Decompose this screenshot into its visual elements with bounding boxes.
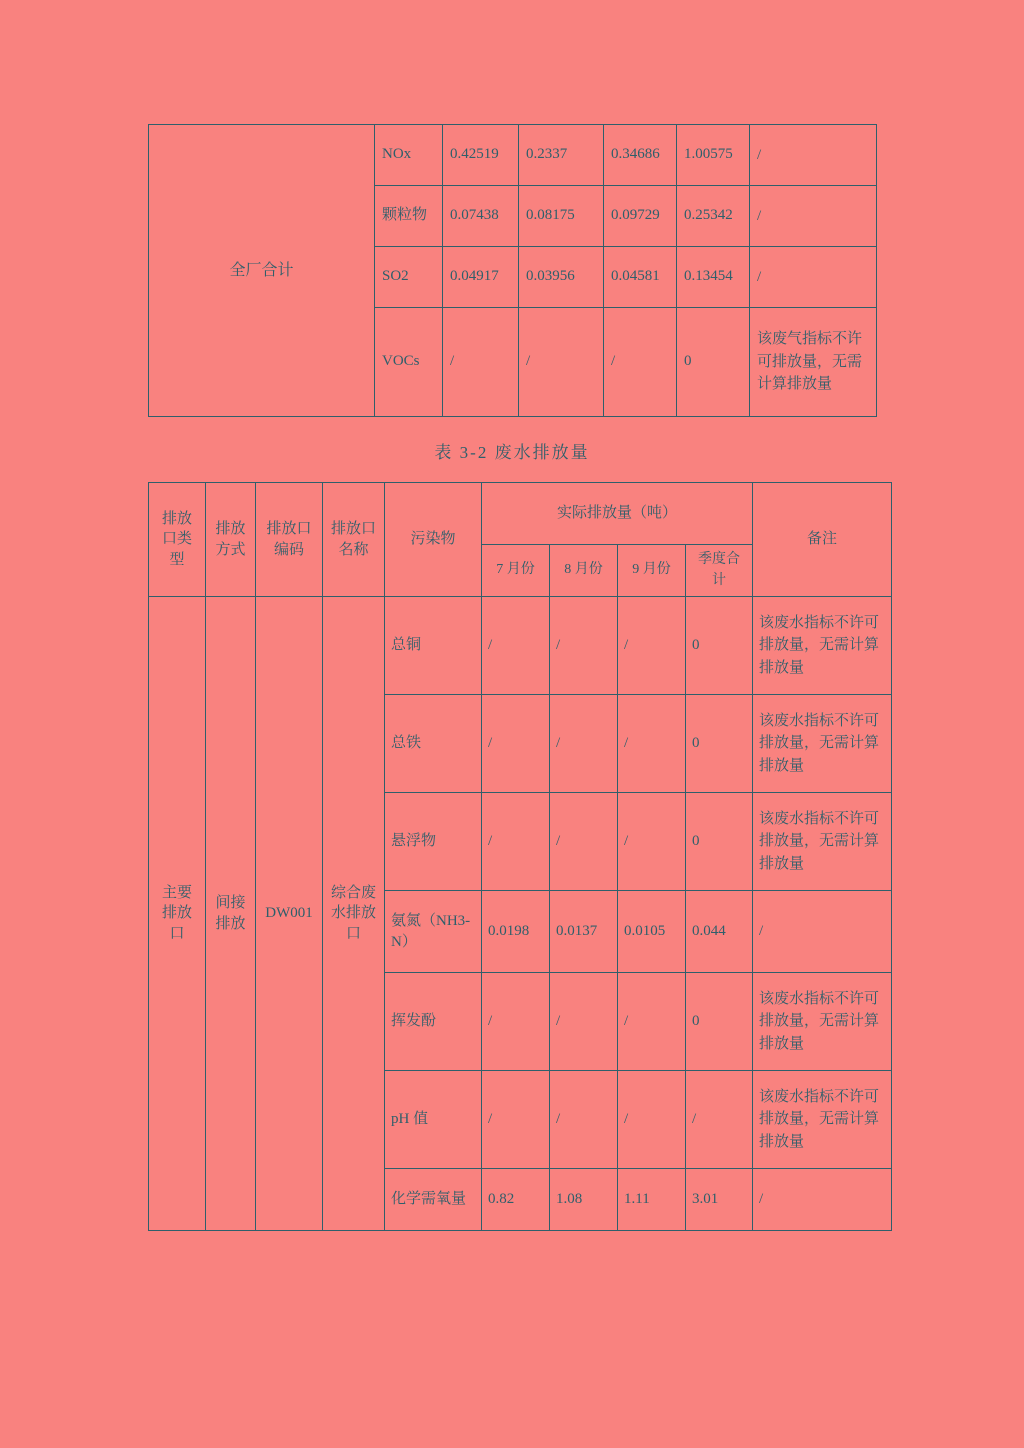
remark-value: / bbox=[750, 247, 877, 308]
month7-value: / bbox=[482, 695, 550, 793]
remark-value: 该废水指标不许可排放量，无需计算排放量 bbox=[753, 973, 892, 1071]
month8-value: / bbox=[550, 597, 618, 695]
pollutant-name: 总铁 bbox=[385, 695, 482, 793]
air-emission-table bbox=[148, 124, 877, 417]
month8-value: 0.08175 bbox=[519, 186, 604, 247]
month8-value: / bbox=[550, 973, 618, 1071]
quarter-value: 1.00575 bbox=[677, 125, 750, 186]
quarter-value: 0 bbox=[686, 973, 753, 1071]
remark-value: / bbox=[753, 1169, 892, 1231]
quarter-value: 0 bbox=[686, 793, 753, 891]
remark-value: 该废水指标不许可排放量，无需计算排放量 bbox=[753, 793, 892, 891]
outlet-code-value: DW001 bbox=[256, 597, 323, 1231]
pollutant-name: 颗粒物 bbox=[375, 186, 443, 247]
header-remark: 备注 bbox=[753, 483, 892, 597]
pollutant-name: NOx bbox=[375, 125, 443, 186]
month9-value: / bbox=[618, 597, 686, 695]
table-header-row bbox=[149, 483, 892, 545]
month8-value: 0.0137 bbox=[550, 891, 618, 973]
header-outlet-type: 排放口类型 bbox=[149, 483, 206, 597]
month7-value: / bbox=[443, 308, 519, 417]
month7-value: / bbox=[482, 1071, 550, 1169]
table-caption: 表 3-2 废水排放量 bbox=[434, 443, 590, 462]
header-month9: 9 月份 bbox=[618, 545, 686, 597]
month9-value: 0.04581 bbox=[604, 247, 677, 308]
month7-value: 0.07438 bbox=[443, 186, 519, 247]
pollutant-name: 挥发酚 bbox=[385, 973, 482, 1071]
header-outlet-name: 排放口名称 bbox=[323, 483, 385, 597]
month8-value: 0.03956 bbox=[519, 247, 604, 308]
month9-value: 1.11 bbox=[618, 1169, 686, 1231]
month9-value: / bbox=[604, 308, 677, 417]
remark-value: / bbox=[750, 186, 877, 247]
remark-value: / bbox=[753, 891, 892, 973]
quarter-value: 0 bbox=[677, 308, 750, 417]
discharge-mode-value: 间接排放 bbox=[206, 597, 256, 1231]
pollutant-name: VOCs bbox=[375, 308, 443, 417]
month7-value: / bbox=[482, 793, 550, 891]
pollutant-name: 总铜 bbox=[385, 597, 482, 695]
month8-value: / bbox=[550, 1071, 618, 1169]
wastewater-table bbox=[148, 482, 892, 1231]
quarter-value: 0.25342 bbox=[677, 186, 750, 247]
month9-value: / bbox=[618, 793, 686, 891]
table-row bbox=[149, 597, 892, 695]
pollutant-name: 氨氮（NH3-N） bbox=[385, 891, 482, 973]
outlet-name-value: 综合废水排放口 bbox=[323, 597, 385, 1231]
header-outlet-code: 排放口编码 bbox=[256, 483, 323, 597]
month9-value: / bbox=[618, 973, 686, 1071]
quarter-value: 0 bbox=[686, 597, 753, 695]
pollutant-name: 悬浮物 bbox=[385, 793, 482, 891]
quarter-value: 3.01 bbox=[686, 1169, 753, 1231]
month9-value: 0.0105 bbox=[618, 891, 686, 973]
header-actual-discharge: 实际排放量（吨） bbox=[482, 483, 753, 545]
month7-value: 0.82 bbox=[482, 1169, 550, 1231]
month7-value: 0.0198 bbox=[482, 891, 550, 973]
remark-value: 该废水指标不许可排放量，无需计算排放量 bbox=[753, 597, 892, 695]
header-discharge-mode: 排放方式 bbox=[206, 483, 256, 597]
month8-value: / bbox=[519, 308, 604, 417]
month8-value: / bbox=[550, 695, 618, 793]
quarter-value: 0.044 bbox=[686, 891, 753, 973]
quarter-value: 0 bbox=[686, 695, 753, 793]
month9-value: / bbox=[618, 1071, 686, 1169]
header-month8: 8 月份 bbox=[550, 545, 618, 597]
outlet-type-value: 主要排放口 bbox=[149, 597, 206, 1231]
month9-value: / bbox=[618, 695, 686, 793]
month7-value: 0.42519 bbox=[443, 125, 519, 186]
remark-value: 该废水指标不许可排放量，无需计算排放量 bbox=[753, 695, 892, 793]
remark-value: 该废气指标不许可排放量，无需计算排放量 bbox=[750, 308, 877, 417]
month9-value: 0.34686 bbox=[604, 125, 677, 186]
air-row-label: 全厂合计 bbox=[149, 125, 375, 417]
quarter-value: / bbox=[686, 1071, 753, 1169]
month8-value: / bbox=[550, 793, 618, 891]
header-month7: 7 月份 bbox=[482, 545, 550, 597]
month8-value: 0.2337 bbox=[519, 125, 604, 186]
pollutant-name: SO2 bbox=[375, 247, 443, 308]
month8-value: 1.08 bbox=[550, 1169, 618, 1231]
remark-value: 该废水指标不许可排放量，无需计算排放量 bbox=[753, 1071, 892, 1169]
header-quarter-total: 季度合计 bbox=[686, 545, 753, 597]
month9-value: 0.09729 bbox=[604, 186, 677, 247]
pollutant-name: 化学需氧量 bbox=[385, 1169, 482, 1231]
header-pollutant: 污染物 bbox=[385, 483, 482, 597]
month7-value: 0.04917 bbox=[443, 247, 519, 308]
quarter-value: 0.13454 bbox=[677, 247, 750, 308]
pollutant-name: pH 值 bbox=[385, 1071, 482, 1169]
table-row bbox=[149, 125, 877, 186]
month7-value: / bbox=[482, 973, 550, 1071]
month7-value: / bbox=[482, 597, 550, 695]
remark-value: / bbox=[750, 125, 877, 186]
